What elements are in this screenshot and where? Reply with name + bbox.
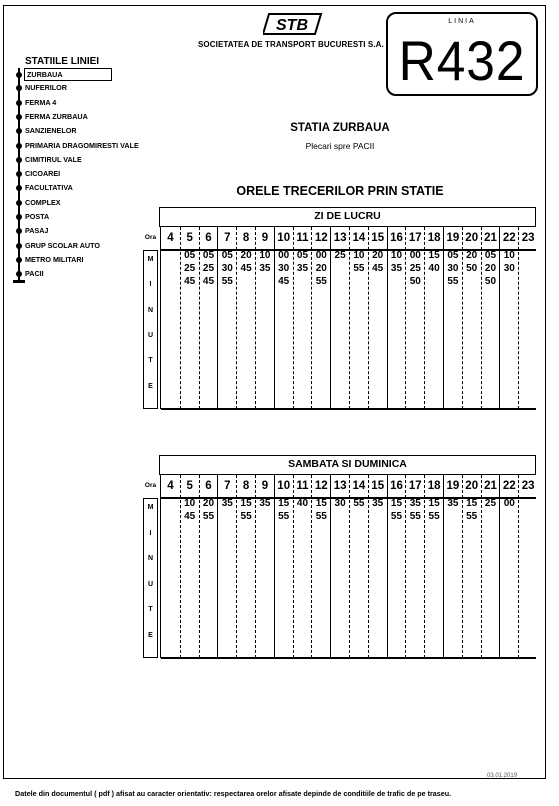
departure-minute: 55 [390, 511, 403, 522]
station-item [25, 168, 60, 180]
minute-list [482, 497, 500, 510]
station-label: CICOAREI [25, 169, 61, 179]
ora-label: Ora [144, 482, 157, 489]
minute-list [500, 497, 518, 510]
hour-label: 23 [521, 232, 535, 244]
hour-column [161, 227, 180, 409]
station-item [25, 125, 77, 137]
minute-list [350, 249, 368, 275]
ora-label: Ora [144, 234, 157, 241]
hour-label: 16 [390, 480, 403, 492]
station-label: FERMA 4 [25, 97, 57, 107]
hour-column [518, 475, 537, 658]
departure-minute: 30 [334, 498, 346, 509]
station-label: PASAJ [25, 226, 49, 236]
hour-label: 11 [296, 480, 309, 492]
minute-list [331, 249, 349, 262]
departure-minute: 05 [221, 250, 233, 261]
departure-minute: 45 [240, 263, 252, 274]
departure-minute: 30 [278, 263, 290, 274]
minute-list [369, 249, 387, 275]
minute-list [237, 249, 255, 275]
hour-column [199, 227, 218, 409]
departure-minute: 30 [221, 263, 233, 274]
minute-list [181, 497, 199, 523]
hour-column [217, 475, 236, 658]
hour-column [349, 475, 368, 658]
departure-minute: 20 [372, 250, 384, 261]
minute-list [425, 249, 443, 275]
minute-list [218, 497, 236, 510]
document-date: 03.01.2019 [487, 773, 518, 779]
departure-minute: 55 [409, 511, 421, 522]
hour-column [368, 227, 387, 409]
departure-minute: 15 [278, 498, 290, 509]
minute-list [350, 497, 368, 510]
stb-logo-text: STB [276, 17, 308, 34]
hour-label: 20 [465, 232, 479, 244]
hour-columns [160, 475, 536, 658]
hour-column [443, 227, 462, 409]
hour-column [349, 227, 368, 409]
minute-label-box [143, 250, 158, 409]
minute-list [444, 249, 462, 288]
stb-logo [263, 13, 323, 35]
hour-label: 12 [314, 480, 328, 492]
departure-minute: 35 [372, 498, 384, 509]
schedule-title: ORELE TRECERILOR PRIN STATIE [236, 184, 444, 198]
minute-list [237, 497, 255, 523]
minute-letter: M [147, 256, 154, 263]
hour-column [387, 475, 406, 658]
hour-label: 17 [408, 480, 422, 492]
hour-column [199, 475, 218, 658]
minute-list [444, 497, 462, 510]
hour-column [255, 227, 274, 409]
departure-minute: 00 [503, 498, 515, 509]
hour-label: 14 [352, 480, 366, 492]
hour-label: 8 [242, 480, 250, 492]
minute-list [482, 249, 500, 288]
hour-column [462, 227, 481, 409]
disclaimer: Datele din documentul ( pdf ) afisat au caracter orientativ: respectarea orelor afisate depinde de conditiile de trafic de pe traseu. [15, 789, 452, 798]
station-dot [16, 214, 22, 220]
minute-list [294, 497, 312, 510]
departure-minute: 05 [184, 250, 196, 261]
direction: Plecari spre PACII [305, 141, 375, 151]
station-label: POSTA [25, 212, 50, 221]
minute-letter: E [148, 382, 153, 390]
station-item [25, 82, 67, 94]
hour-column [293, 227, 312, 409]
departure-minute: 25 [334, 250, 346, 261]
departure-minute: 25 [184, 263, 196, 274]
departure-minute: 45 [278, 276, 290, 287]
station-dot [16, 72, 22, 78]
hour-label: 10 [277, 480, 291, 492]
minute-list [256, 249, 274, 275]
departure-minute: 20 [484, 263, 497, 274]
hour-label: 13 [333, 232, 347, 244]
minute-letter: U [147, 332, 154, 339]
station-label: METRO MILITARI [25, 254, 84, 264]
minute-list [181, 249, 199, 288]
hour-label: 4 [167, 232, 174, 244]
hour-label: 19 [446, 480, 460, 492]
station-item [25, 268, 44, 280]
minute-list [312, 249, 330, 288]
hour-label: 9 [261, 480, 269, 492]
departure-minute: 25 [409, 263, 421, 274]
departure-minute: 05 [296, 250, 309, 261]
hour-column [330, 475, 349, 658]
departure-minute: 40 [296, 498, 309, 509]
hour-label: 11 [296, 232, 309, 244]
station-label: PRIMARIA DRAGOMIRESTI VALE [25, 140, 139, 150]
departure-minute: 35 [296, 263, 309, 274]
departure-minute: 20 [466, 250, 478, 261]
departure-minute: 35 [259, 498, 271, 509]
station-dot [16, 243, 22, 249]
hour-label: 19 [446, 232, 460, 244]
minute-list [256, 497, 274, 510]
station-label: CIMITIRUL VALE [25, 154, 82, 164]
hour-label: 22 [502, 232, 516, 244]
hour-column [311, 227, 330, 409]
departure-minute: 55 [447, 276, 459, 287]
departure-minute: 55 [221, 276, 233, 287]
hour-label: 6 [205, 232, 212, 244]
station-label: FACULTATIVA [25, 183, 73, 193]
station-label: SANZIENELOR [25, 126, 77, 136]
hour-label: 18 [427, 480, 441, 492]
hour-label: 14 [352, 232, 366, 244]
departure-minute: 45 [372, 263, 384, 274]
departure-minute: 50 [484, 276, 497, 287]
company-name: SOCIETATEA DE TRANSPORT BUCURESTI S.A. [198, 40, 384, 49]
hour-column [180, 475, 199, 658]
minute-letter: T [148, 357, 153, 365]
departure-minute: 10 [184, 498, 196, 509]
station-item [25, 140, 139, 152]
station-label: PACII [25, 269, 44, 279]
station-label: ZURBAUA [27, 70, 63, 79]
hour-label: 9 [261, 232, 269, 244]
departure-minute: 55 [428, 511, 440, 522]
hour-column [274, 227, 293, 409]
table-bottom-line [161, 408, 536, 410]
departure-minute: 10 [503, 250, 515, 261]
departure-minute: 35 [221, 498, 233, 509]
departure-minute: 15 [240, 498, 252, 509]
departure-minute: 15 [315, 498, 327, 509]
route-end-marker [13, 280, 25, 283]
weekend-timetable [142, 455, 536, 658]
minute-list [218, 249, 236, 288]
hour-column [255, 475, 274, 658]
hour-column [293, 475, 312, 658]
minute-label-box [143, 498, 158, 658]
departure-minute: 35 [409, 498, 421, 509]
hour-column [443, 475, 462, 658]
departure-minute: 10 [353, 250, 365, 261]
hour-column [180, 227, 199, 409]
departure-minute: 30 [503, 263, 515, 274]
weekend-title: SAMBATA SI DUMINICA [159, 455, 536, 475]
hour-column [481, 475, 500, 658]
station-label: GRUP SCOLAR AUTO [25, 240, 100, 250]
departure-minute: 20 [202, 498, 215, 509]
departure-minute: 55 [466, 511, 478, 522]
station-dot [16, 100, 22, 106]
departure-minute: 25 [484, 498, 497, 509]
hour-column [387, 227, 406, 409]
hour-column [405, 227, 424, 409]
minute-letter: M [147, 504, 154, 511]
departure-minute: 50 [466, 263, 478, 274]
station-item [25, 254, 84, 266]
hour-column [236, 227, 255, 409]
minute-list [463, 497, 481, 523]
hour-column [424, 227, 443, 409]
departure-minute: 05 [202, 250, 215, 261]
minute-list [388, 249, 406, 275]
departure-minute: 40 [428, 263, 440, 274]
hour-column [274, 475, 293, 658]
hour-column [499, 227, 518, 409]
hour-column [499, 475, 518, 658]
departure-minute: 45 [184, 511, 196, 522]
hour-column [311, 475, 330, 658]
hour-label: 16 [390, 232, 403, 244]
station-label: NUFERILOR [25, 83, 67, 93]
departure-minute: 55 [202, 511, 215, 522]
hour-label: 21 [484, 232, 497, 244]
station-dot [16, 114, 22, 120]
departure-minute: 25 [202, 263, 215, 274]
minute-letter: I [149, 529, 152, 537]
line-number-box [386, 12, 538, 96]
minute-list [425, 497, 443, 523]
minute-letter: T [148, 606, 153, 613]
departure-minute: 05 [447, 250, 459, 261]
station-item [25, 211, 49, 223]
hour-label: 23 [521, 480, 535, 492]
departure-minute: 55 [240, 511, 252, 522]
minute-list [331, 497, 349, 510]
hour-label: 15 [371, 480, 385, 492]
departure-minute: 30 [447, 263, 459, 274]
station-item [25, 240, 100, 252]
hour-label: 8 [242, 232, 250, 244]
departure-minute: 20 [240, 250, 252, 261]
line-label: LINIA [448, 18, 476, 25]
minute-list [312, 497, 330, 523]
departure-minute: 50 [409, 276, 421, 287]
station-item [25, 154, 82, 166]
hour-column [236, 475, 255, 658]
departure-minute: 55 [353, 498, 365, 509]
departure-minute: 35 [390, 263, 403, 274]
departure-minute: 10 [390, 250, 403, 261]
hour-label: 5 [186, 480, 193, 492]
hour-label: 7 [224, 480, 231, 492]
line-number: R432 [398, 29, 526, 92]
hour-label: 18 [427, 232, 441, 244]
station-item [25, 97, 56, 109]
station-item [25, 225, 48, 237]
hour-label: 13 [333, 480, 347, 492]
station-name: STATIA ZURBAUA [290, 122, 390, 134]
minute-list [200, 249, 218, 288]
weekday-timetable [142, 207, 536, 409]
minute-letter: N [147, 555, 154, 562]
station-item [25, 111, 88, 123]
departure-minute: 35 [447, 498, 459, 509]
minute-letter: U [147, 580, 154, 588]
departure-minute: 55 [315, 511, 327, 522]
departure-minute: 15 [466, 498, 478, 509]
departure-minute: 15 [390, 498, 403, 509]
departure-minute: 00 [278, 250, 290, 261]
hour-column [161, 475, 180, 658]
hour-label: 22 [502, 480, 516, 492]
minute-list [200, 497, 218, 523]
departure-minute: 55 [278, 511, 290, 522]
departure-minute: 20 [315, 263, 327, 274]
hour-label: 7 [224, 232, 231, 244]
departure-minute: 45 [184, 276, 196, 287]
station-dot [16, 157, 22, 163]
hour-label: 4 [167, 480, 174, 492]
hour-label: 17 [408, 232, 422, 244]
hour-label: 15 [371, 232, 385, 244]
hour-column [405, 475, 424, 658]
minute-letter: I [149, 281, 152, 289]
departure-minute: 55 [353, 263, 365, 274]
departure-minute: 15 [428, 498, 440, 509]
departure-minute: 00 [409, 250, 421, 261]
hour-label: 21 [484, 480, 497, 492]
minute-list [406, 497, 424, 523]
departure-minute: 10 [259, 250, 271, 261]
hour-column [518, 227, 537, 409]
minute-list [294, 249, 312, 275]
station-dot [16, 257, 22, 263]
minute-list [463, 249, 481, 275]
hour-columns [160, 227, 536, 409]
hour-column [424, 475, 443, 658]
departure-minute: 35 [259, 263, 271, 274]
minute-list [500, 249, 518, 275]
station-item [25, 197, 61, 209]
departure-minute: 15 [428, 250, 440, 261]
departure-minute: 05 [484, 250, 497, 261]
hour-label: 20 [465, 480, 479, 492]
table-bottom-line [161, 657, 536, 659]
hour-column [217, 227, 236, 409]
hour-label: 6 [205, 480, 212, 492]
hour-label: 12 [314, 232, 328, 244]
minute-list [275, 249, 293, 288]
station-label: COMPLEX [25, 197, 61, 207]
hour-label: 5 [186, 232, 193, 244]
weekday-title: ZI DE LUCRU [159, 207, 536, 227]
departure-minute: 45 [202, 276, 215, 287]
minute-list [275, 497, 293, 523]
stations-title: STATIILE LINIEI [25, 56, 100, 67]
minute-letter: N [147, 306, 154, 314]
hour-label: 10 [277, 232, 291, 244]
minute-letter: E [148, 631, 153, 639]
hour-column [330, 227, 349, 409]
minute-list [369, 497, 387, 510]
minute-list [388, 497, 406, 523]
hour-column [481, 227, 500, 409]
station-label: FERMA ZURBAUA [25, 111, 88, 121]
station-dot [16, 143, 22, 149]
station-item [25, 182, 73, 194]
minute-list [406, 249, 424, 288]
hour-column [368, 475, 387, 658]
station-dot [16, 200, 22, 206]
departure-minute: 00 [315, 250, 327, 261]
departure-minute: 55 [315, 276, 327, 287]
station-item [24, 68, 112, 81]
hour-column [462, 475, 481, 658]
